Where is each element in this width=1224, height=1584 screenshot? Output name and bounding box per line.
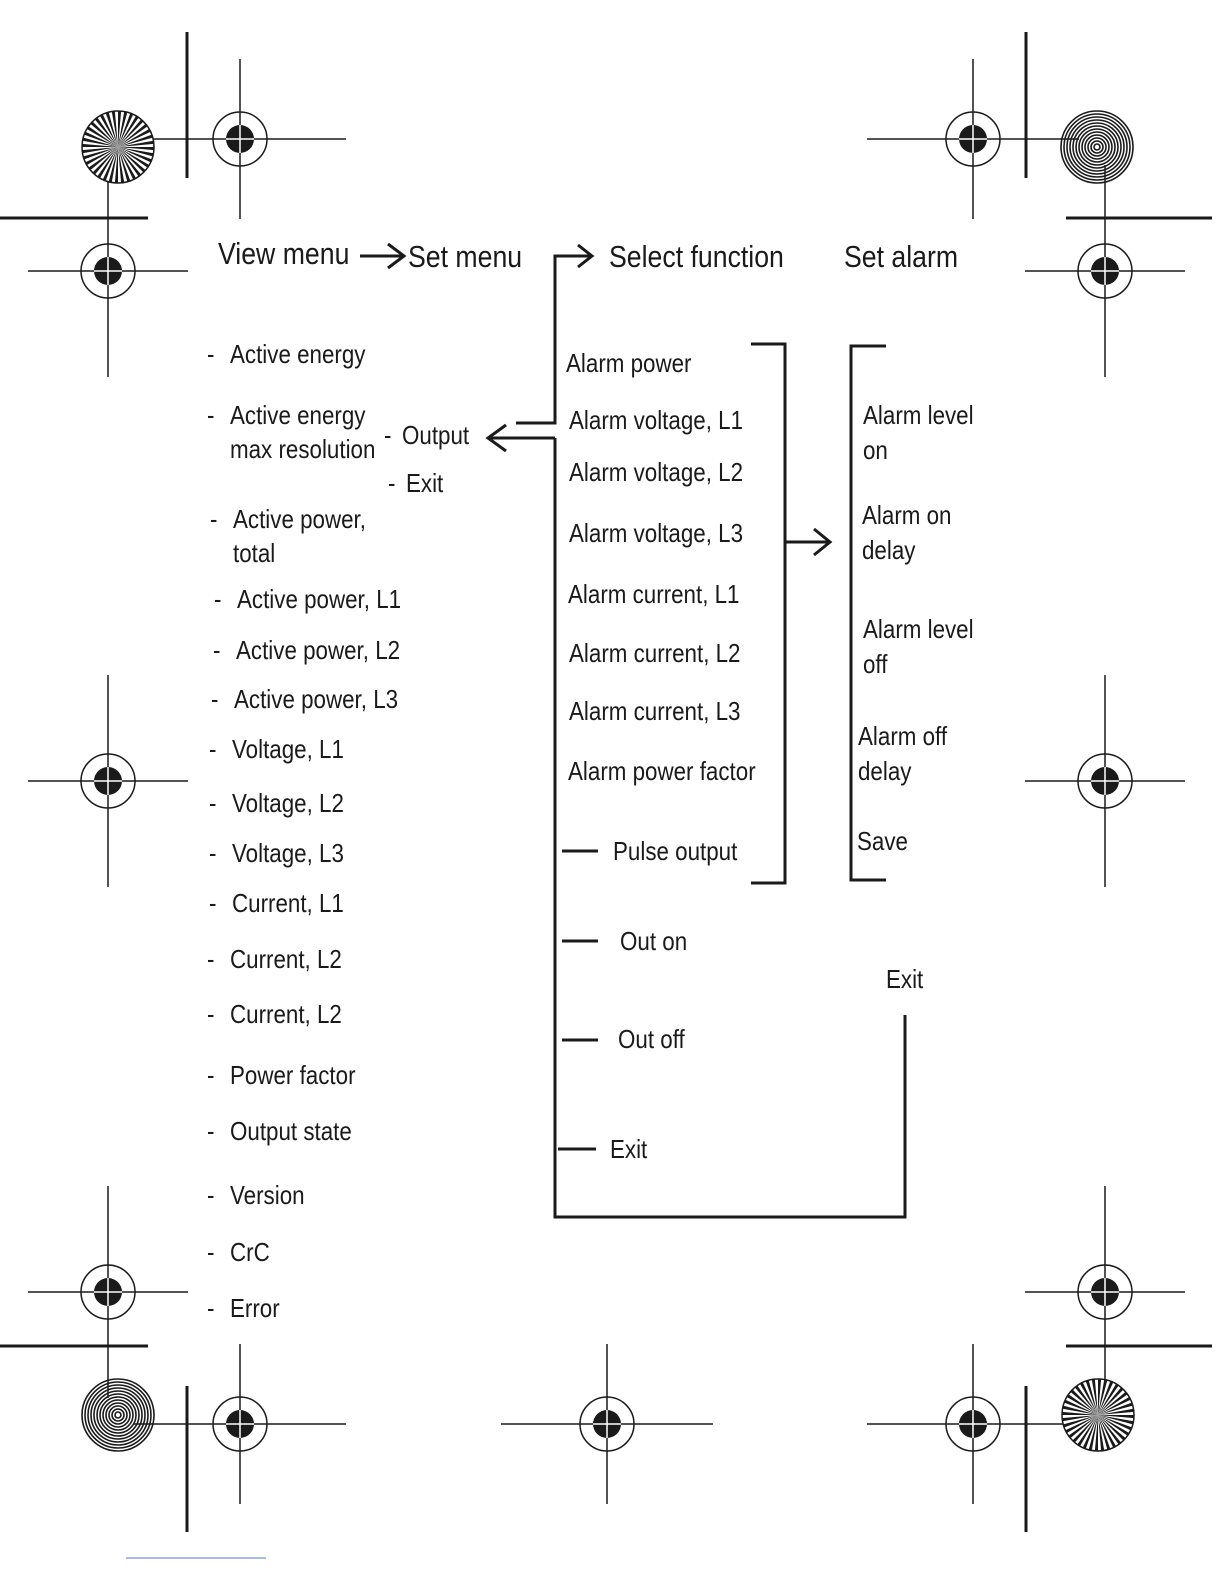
ring-target-icon bbox=[112, 1409, 124, 1421]
view-menu-dash: - bbox=[207, 339, 215, 369]
set-alarm-item: off bbox=[863, 649, 888, 679]
ring-target-icon bbox=[82, 1379, 154, 1451]
view-menu-dash: - bbox=[214, 584, 222, 614]
select-function-item: Alarm voltage, L3 bbox=[569, 518, 744, 548]
view-menu-item: Voltage, L3 bbox=[232, 838, 344, 868]
view-menu-item: Active power, L1 bbox=[237, 584, 402, 614]
header-select-function: Select function bbox=[609, 239, 784, 274]
view-menu-item: Current, L2 bbox=[230, 944, 342, 974]
view-menu-item: Active power, L2 bbox=[236, 635, 401, 665]
view-menu-item: Active power, bbox=[233, 504, 366, 534]
ring-target-icon bbox=[85, 1382, 151, 1448]
view-menu-item: CrC bbox=[230, 1237, 270, 1267]
view-menu-item: Active energy bbox=[230, 400, 366, 430]
view-menu-dash: - bbox=[207, 400, 215, 430]
view-menu-dash: - bbox=[207, 1180, 215, 1210]
view-menu-dash: - bbox=[207, 944, 215, 974]
output-branch-item: Out on bbox=[620, 926, 688, 956]
view-menu-dash: - bbox=[213, 635, 221, 665]
view-menu-item: Active energy bbox=[230, 339, 366, 369]
view-menu-item: Version bbox=[230, 1180, 305, 1210]
ring-target-icon bbox=[91, 1388, 145, 1442]
output-branch-item: Exit bbox=[610, 1134, 648, 1164]
view-menu-item: Output state bbox=[230, 1116, 352, 1146]
view-menu-dash: - bbox=[207, 1116, 215, 1146]
view-menu-dash: - bbox=[209, 734, 217, 764]
select-function-item: Alarm current, L3 bbox=[569, 696, 741, 726]
view-menu-item: Power factor bbox=[230, 1060, 356, 1090]
view-menu-dash: - bbox=[209, 788, 217, 818]
view-menu-item: Current, L2 bbox=[230, 999, 342, 1029]
ring-target-icon bbox=[1070, 120, 1124, 174]
output-branch-item: Pulse output bbox=[613, 836, 738, 866]
view-menu-dash: - bbox=[211, 684, 219, 714]
ring-target-icon bbox=[94, 1391, 142, 1439]
ring-target-icon bbox=[1094, 144, 1100, 150]
view-menu-dash: - bbox=[207, 999, 215, 1029]
set-alarm-item: delay bbox=[858, 756, 912, 786]
set-menu-exit: Exit bbox=[406, 468, 444, 498]
view-menu-item: max resolution bbox=[230, 434, 376, 464]
view-menu-dash: - bbox=[209, 888, 217, 918]
view-menu-item: Error bbox=[230, 1293, 280, 1323]
view-menu-dash: - bbox=[209, 838, 217, 868]
view-menu-item: Active power, L3 bbox=[234, 684, 399, 714]
select-function-item: Alarm current, L2 bbox=[569, 638, 741, 668]
select-function-item: Alarm voltage, L2 bbox=[569, 457, 744, 487]
set-alarm-item: Alarm on bbox=[862, 500, 952, 530]
set-alarm-item: Alarm level bbox=[863, 614, 974, 644]
set-alarm-item: delay bbox=[862, 535, 916, 565]
select-function-item: Alarm current, L1 bbox=[568, 579, 740, 609]
ring-target-icon bbox=[1073, 123, 1121, 171]
header-view-menu: View menu bbox=[218, 236, 350, 271]
ring-target-icon bbox=[115, 1412, 121, 1418]
ring-target-icon bbox=[1091, 141, 1103, 153]
ring-target-icon bbox=[103, 1400, 133, 1430]
set-menu-output: Output bbox=[402, 420, 470, 450]
view-menu-dash: - bbox=[207, 1293, 215, 1323]
select-function-item: Alarm power factor bbox=[568, 756, 756, 786]
ring-target-icon bbox=[1082, 132, 1112, 162]
view-menu-dash: - bbox=[207, 1237, 215, 1267]
output-branch-item: Out off bbox=[618, 1024, 685, 1054]
connector-output-to-select bbox=[516, 256, 590, 423]
view-menu-item: Voltage, L2 bbox=[232, 788, 344, 818]
header-set-alarm: Set alarm bbox=[844, 239, 959, 274]
set-alarm-exit-label: Exit bbox=[886, 964, 924, 994]
view-menu-item: total bbox=[233, 538, 276, 568]
view-menu-dash: - bbox=[210, 504, 218, 534]
view-menu-item: Current, L1 bbox=[232, 888, 344, 918]
ring-target-icon bbox=[1064, 114, 1130, 180]
bracket-select-function bbox=[751, 344, 785, 883]
set-menu-dash: - bbox=[384, 420, 392, 450]
set-alarm-item: Alarm level bbox=[863, 400, 974, 430]
set-alarm-item: Save bbox=[857, 826, 908, 856]
set-menu-dash: - bbox=[388, 468, 396, 498]
view-menu-dash: - bbox=[207, 1060, 215, 1090]
select-function-item: Alarm power bbox=[566, 348, 692, 378]
ring-target-icon bbox=[1061, 111, 1133, 183]
set-alarm-item: Alarm off bbox=[858, 721, 948, 751]
select-function-item: Alarm voltage, L1 bbox=[569, 405, 744, 435]
set-alarm-item: on bbox=[863, 435, 888, 465]
view-menu-item: Voltage, L1 bbox=[232, 734, 344, 764]
header-set-menu: Set menu bbox=[408, 239, 523, 274]
